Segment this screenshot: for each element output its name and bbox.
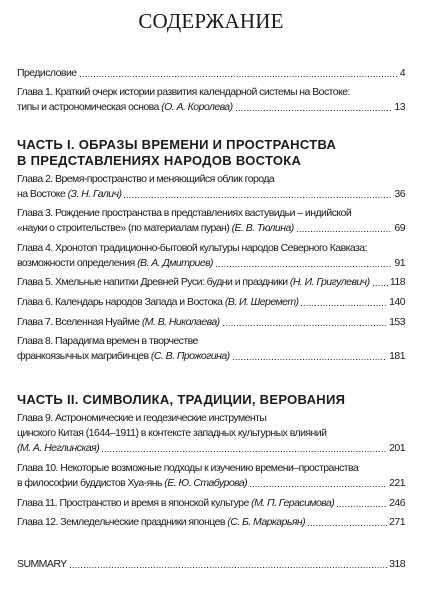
dot-leader — [250, 476, 387, 491]
dot-leader — [308, 515, 387, 530]
page-number: 4 — [399, 66, 405, 79]
toc-entry-chapter-6 — [17, 295, 405, 310]
dot-leader — [216, 256, 392, 271]
entry-title — [17, 256, 213, 271]
entry-text: франкоязычных магрибинцев — [17, 350, 149, 363]
author-name: (В. И. Шеремет) — [224, 296, 299, 309]
dot-leader — [297, 221, 393, 236]
toc-entry-chapter-4 — [17, 241, 405, 271]
entry-text: Глава 6. Календарь народов Запада и Востока — [17, 296, 223, 309]
author-name: (Е. Ю. Стабурова) — [164, 477, 248, 490]
entry-title-line: Глава 8. Парадигма времен в творчестве — [17, 335, 198, 348]
dot-leader — [80, 66, 398, 81]
entry-title — [17, 476, 247, 491]
entry-text: Глава 11. Пространство и время в японской культуре — [17, 496, 249, 509]
page-number: 221 — [389, 477, 405, 490]
author-name: (О. А. Королева) — [161, 101, 233, 114]
toc-entry-chapter-5 — [17, 275, 405, 290]
page-number: 246 — [389, 496, 405, 509]
page-number: 318 — [389, 558, 405, 571]
page-number: 181 — [389, 350, 405, 363]
entry-text: возможности определения — [17, 256, 135, 269]
entry-last-line — [17, 441, 405, 456]
entry-text: SUMMARY — [17, 558, 67, 571]
entry-title — [17, 100, 233, 115]
toc-entry-summary — [17, 557, 405, 572]
page-number: 91 — [394, 256, 405, 269]
author-name: (З. Н. Галич) — [67, 187, 122, 200]
entry-title — [17, 349, 230, 364]
page-number: 201 — [389, 442, 405, 455]
part-heading-line: ЧАСТЬ II. СИМВОЛИКА, ТРАДИЦИИ, ВЕРОВАНИЯ — [17, 391, 346, 407]
author-name: (С. В. Прожогина) — [150, 350, 230, 363]
page-number: 36 — [394, 187, 405, 200]
entry-text: типы и астрономическая основа — [17, 101, 159, 114]
page-title: СОДЕРЖАНИЕ — [138, 9, 284, 33]
entry-last-line — [17, 187, 405, 202]
dot-leader — [373, 275, 388, 290]
toc-entry-chapter-7 — [17, 315, 405, 330]
part-heading-line: В ПРЕДСТАВЛЕНИЯХ НАРОДОВ ВОСТОКА — [17, 153, 302, 169]
author-name: (Е. В. Тюлина) — [231, 222, 294, 235]
dot-leader — [102, 441, 387, 456]
author-name: (М. А. Неглинская) — [17, 442, 100, 455]
entry-title-line: Глава 2. Время-пространство и меняющийся облик города — [17, 172, 275, 185]
entry-last-line — [17, 515, 405, 530]
author-name: (В. А. Дмитриев) — [137, 256, 214, 269]
entry-text: Глава 7. Вселенная Нуайме — [17, 315, 140, 328]
entry-title — [17, 66, 77, 81]
part-heading-2 — [17, 392, 405, 408]
entry-text: «науки о строительстве» (по материалам пуран) — [17, 222, 230, 235]
entry-last-line — [17, 476, 405, 491]
toc-entry-chapter-1 — [17, 85, 405, 115]
entry-title — [17, 441, 99, 456]
entry-title-line: Глава 3. Рождение пространства в представлениях вастувидьи – индийской — [17, 207, 352, 220]
entry-last-line — [17, 349, 405, 364]
dot-leader — [301, 295, 387, 310]
dot-leader — [337, 496, 387, 511]
entry-title-line: Глава 10. Некоторые возможные подходы к изучению времени–пространства — [17, 462, 359, 475]
dot-leader — [124, 187, 392, 202]
dot-leader — [223, 315, 388, 330]
page-number: 118 — [389, 276, 405, 289]
author-name: (М. П. Герасимова) — [251, 496, 335, 509]
dot-leader — [236, 100, 393, 115]
entry-last-line — [17, 66, 405, 81]
toc-entry-chapter-9 — [17, 411, 405, 456]
toc-entry-preface — [17, 66, 405, 81]
page-number: 271 — [389, 516, 405, 529]
page-number: 153 — [389, 315, 405, 328]
entry-text: Предисловие — [17, 66, 77, 79]
entry-text: Глава 5. Хмельные напитки Древней Руси: будни и праздники — [17, 276, 288, 289]
entry-last-line — [17, 275, 405, 290]
page-number: 13 — [394, 101, 405, 114]
toc-entry-chapter-11 — [17, 496, 405, 511]
entry-title-line: цинского Китая (1644–1911) в контексте западных культурных влияний — [17, 427, 327, 440]
entry-last-line — [17, 557, 405, 572]
entry-title — [17, 295, 298, 310]
toc-entry-chapter-8 — [17, 334, 405, 364]
entry-title-line: Глава 9. Астрономические и геодезические инструменты — [17, 412, 267, 425]
entry-title — [17, 515, 305, 530]
page-number: 69 — [394, 222, 405, 235]
entry-title — [17, 557, 67, 572]
entry-text: на Востоке — [17, 187, 66, 200]
part-heading-line: ЧАСТЬ I. ОБРАЗЫ ВРЕМЕНИ И ПРОСТРАНСТВА — [17, 137, 337, 153]
author-name: (М. В. Николаева) — [141, 315, 220, 328]
entry-title — [17, 275, 370, 290]
entry-title — [17, 496, 334, 511]
author-name: (Н. И. Григулевич) — [289, 276, 370, 289]
toc-entry-chapter-2 — [17, 172, 405, 202]
entry-last-line — [17, 100, 405, 115]
entry-last-line — [17, 221, 405, 236]
entry-last-line — [17, 295, 405, 310]
entry-title — [17, 221, 294, 236]
toc-entry-chapter-12 — [17, 515, 405, 530]
page-number: 140 — [389, 296, 405, 309]
dot-leader — [70, 557, 387, 572]
dot-leader — [233, 349, 388, 364]
entry-title — [17, 315, 220, 330]
entry-title-line: Глава 4. Хронотоп традиционно-бытовой культуры народов Северного Кавказа: — [17, 241, 367, 254]
part-heading-1 — [17, 137, 405, 169]
entry-title — [17, 187, 121, 202]
entry-text: Глава 12. Земледельческие праздники японцев — [17, 516, 225, 529]
toc-entry-chapter-10 — [17, 461, 405, 491]
entry-title-line: Глава 1. Краткий очерк истории развития календарной системы на Востоке: — [17, 86, 350, 99]
entry-last-line — [17, 496, 405, 511]
author-name: (С. Б. Маркарьян) — [227, 516, 306, 529]
entry-last-line — [17, 315, 405, 330]
toc-entry-chapter-3 — [17, 206, 405, 236]
entry-last-line — [17, 256, 405, 271]
entry-text: в философии буддистов Хуа-янь — [17, 477, 162, 490]
